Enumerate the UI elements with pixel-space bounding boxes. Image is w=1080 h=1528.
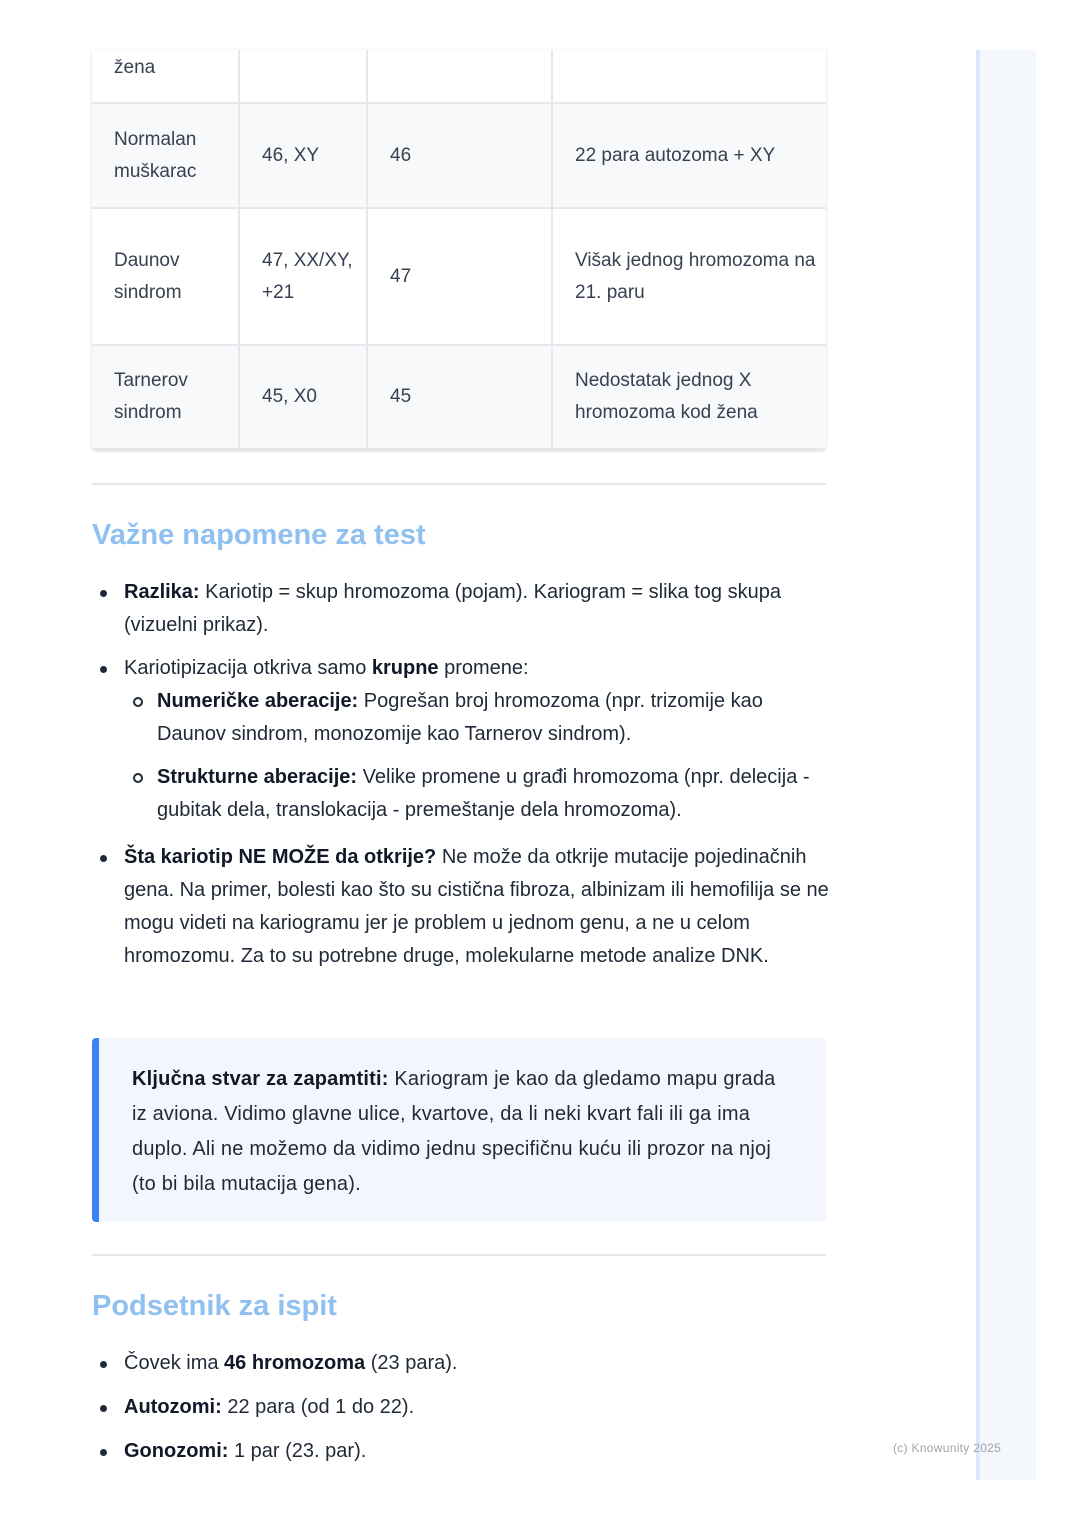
section-title-reminder: Podsetnik za ispit bbox=[92, 1290, 337, 1322]
list-item-bold: Autozomi: bbox=[124, 1396, 222, 1418]
key-takeaway-callout bbox=[92, 1038, 826, 1222]
table-cell-karyotype: 45, X0 bbox=[239, 345, 367, 449]
sub-list-item bbox=[124, 685, 832, 751]
list-item bbox=[92, 652, 832, 827]
divider bbox=[92, 483, 826, 485]
table-cell-note bbox=[552, 50, 826, 103]
watermark: (c) Knowunity 2025 bbox=[893, 1441, 1002, 1455]
table-cell-count: 45 bbox=[367, 345, 552, 449]
table-row bbox=[92, 103, 826, 208]
sub-item-text: Pogrešan broj hromozoma (npr. trizomije kao Daunov sindrom, monozomije kao Tarnerov sindrom). bbox=[157, 690, 763, 745]
table-cell-count: 47 bbox=[367, 208, 552, 345]
list-item-text: Ne može da otkrije mutacije pojedinačnih gena. Na primer, bolesti kao što su cistična fibroza, albinizam ili hemofilija se ne mogu videti na kariogramu jer je problem u jednom genu, a ne u celom hromozomu. Za to su potrebne druge, molekularne metode analize DNK. bbox=[124, 846, 829, 967]
table-cell-karyotype bbox=[239, 50, 367, 103]
list-item-text: (23 para). bbox=[365, 1352, 458, 1374]
list-item bbox=[92, 1435, 832, 1468]
table-row bbox=[92, 50, 826, 103]
table-cell-note: Višak jednog hromozoma na 21. paru bbox=[552, 208, 826, 345]
list-item-text: Kariotip = skup hromozoma (pojam). Kariogram = slika tog skupa (vizuelni prikaz). bbox=[124, 581, 781, 636]
list-item-bold: krupne bbox=[371, 657, 439, 679]
list-item bbox=[92, 576, 832, 642]
list-item bbox=[92, 1347, 832, 1380]
sub-item-text: Velike promene u građi hromozoma (npr. delecija - gubitak dela, translokacija - premeštanje dela hromozoma). bbox=[157, 766, 810, 821]
table-cell-count bbox=[367, 50, 552, 103]
table-cell-note: 22 para autozoma + XY bbox=[552, 103, 826, 208]
notes-list bbox=[92, 576, 832, 973]
list-item-bold: Razlika: bbox=[124, 581, 200, 603]
list-item-bold: 46 hromozoma bbox=[224, 1352, 366, 1374]
section-title-notes: Važne napomene za test bbox=[92, 519, 426, 551]
side-panel bbox=[976, 50, 1036, 1480]
table-cell-karyotype: 46, XY bbox=[239, 103, 367, 208]
list-item bbox=[92, 841, 832, 973]
table-cell-karyotype: 47, XX/XY, +21 bbox=[239, 208, 367, 345]
table-cell-condition: Normalan muškarac bbox=[92, 103, 239, 208]
sub-item-bold: Numeričke aberacije: bbox=[157, 690, 359, 712]
reminder-list bbox=[92, 1347, 832, 1468]
callout-bold: Ključna stvar za zapamtiti: bbox=[132, 1068, 389, 1090]
table-cell-condition: Tarnerov sindrom bbox=[92, 345, 239, 449]
divider bbox=[92, 1254, 826, 1256]
karyotype-table bbox=[92, 50, 826, 450]
table-row bbox=[92, 208, 826, 345]
table-cell-note: Nedostatak jednog X hromozoma kod žena bbox=[552, 345, 826, 449]
sub-list-item bbox=[124, 761, 832, 827]
callout-text: Kariogram je kao da gledamo mapu grada iz aviona. Vidimo glavne ulice, kvartove, da li neki kvart fali ili ga ima duplo. Ali ne možemo da vidimo jednu specifičnu kuću ili prozor na njoj (to bi bila mutacija gena). bbox=[132, 1068, 776, 1195]
sub-list bbox=[124, 685, 832, 827]
list-item-text: 22 para (od 1 do 22). bbox=[221, 1396, 415, 1418]
list-item-text: Kariotipizacija otkriva samo bbox=[124, 657, 372, 679]
list-item bbox=[92, 1391, 832, 1424]
list-item-text: Čovek ima bbox=[124, 1352, 225, 1374]
table-cell-condition: Daunov sindrom bbox=[92, 208, 239, 345]
list-item-bold: Gonozomi: bbox=[124, 1440, 229, 1462]
table-cell-count: 46 bbox=[367, 103, 552, 208]
list-item-text: promene: bbox=[438, 657, 529, 679]
list-item-bold: Šta kariotip NE MOŽE da otkrije? bbox=[124, 846, 437, 868]
table-cell-condition: žena bbox=[92, 50, 239, 103]
list-item-text: 1 par (23. par). bbox=[228, 1440, 367, 1462]
table-row bbox=[92, 345, 826, 449]
sub-item-bold: Strukturne aberacije: bbox=[157, 766, 358, 788]
